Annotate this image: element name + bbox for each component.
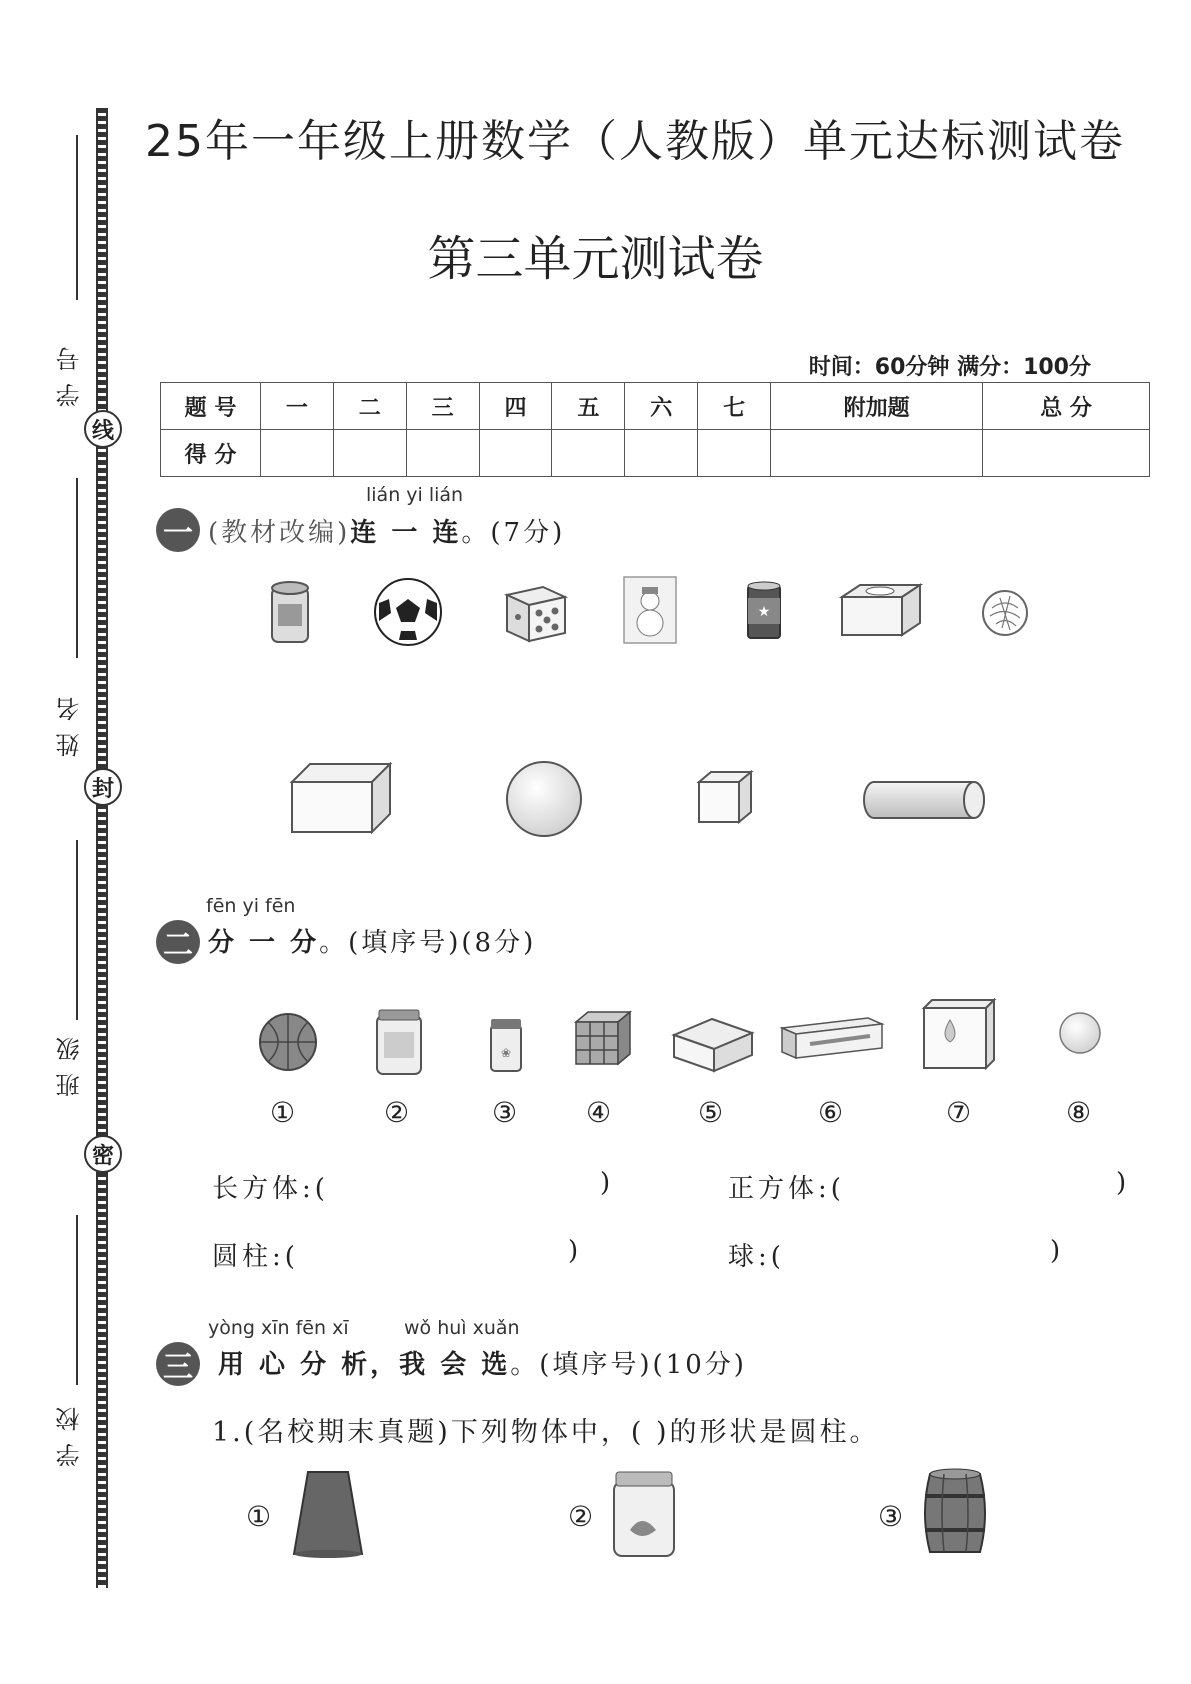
section1-icon: 一 bbox=[156, 508, 200, 552]
jar-icon bbox=[374, 1006, 424, 1078]
page-subtitle: 第三单元测试卷 bbox=[427, 231, 764, 287]
section3-title-main: 用 心 分 析，我 会 选 bbox=[218, 1350, 511, 1380]
rule-class bbox=[76, 840, 78, 1020]
soccer-ball-icon bbox=[373, 577, 443, 647]
item-number: ⑤ bbox=[698, 1096, 724, 1129]
score-header-row bbox=[161, 383, 1150, 430]
section1-title-main: 连 一 连 bbox=[350, 518, 462, 548]
option-number: ② bbox=[568, 1500, 594, 1533]
cylinder-icon bbox=[862, 780, 988, 820]
score-label-cell: 得 分 bbox=[161, 430, 261, 477]
blank-close: ) bbox=[568, 1236, 583, 1266]
score-header-cell: 七 bbox=[698, 383, 771, 430]
option-number: ① bbox=[246, 1500, 272, 1533]
score-value-row bbox=[161, 430, 1150, 477]
score-cell[interactable] bbox=[479, 430, 552, 477]
cuboid-answer-input[interactable] bbox=[340, 1168, 590, 1202]
sphere-answer-input[interactable] bbox=[800, 1236, 1040, 1270]
rule-name bbox=[76, 478, 78, 658]
option-number: ③ bbox=[878, 1500, 904, 1533]
basketball-icon bbox=[258, 1012, 318, 1072]
ball-icon bbox=[980, 588, 1030, 638]
section3-pinyin-2: wǒ huì xuǎn bbox=[404, 1317, 520, 1339]
pearl-ball-icon bbox=[1058, 1011, 1102, 1055]
item-number: ⑥ bbox=[818, 1096, 844, 1129]
label-school: 学校 bbox=[56, 1395, 84, 1467]
blank-close: ) bbox=[600, 1168, 615, 1198]
score-table bbox=[160, 382, 1150, 477]
rule-school bbox=[76, 1215, 78, 1385]
score-header-cell: 题 号 bbox=[161, 383, 261, 430]
section2-title-main: 分 一 分 bbox=[208, 928, 320, 958]
score-header-cell: 三 bbox=[406, 383, 479, 430]
score-cell[interactable] bbox=[771, 430, 983, 477]
section2-title bbox=[208, 922, 536, 959]
item-number: ④ bbox=[586, 1096, 612, 1129]
item-number: ① bbox=[270, 1096, 296, 1129]
section2-title-suffix: 。(填序号)(8分) bbox=[319, 928, 537, 958]
cube-blank-label: 正方体:( bbox=[728, 1174, 845, 1204]
sphere-blank-label: 球:( bbox=[728, 1242, 785, 1272]
label-class: 班级 bbox=[56, 1025, 84, 1097]
item-number: ③ bbox=[492, 1096, 518, 1129]
dice-icon bbox=[503, 579, 569, 643]
score-header-cell: 总 分 bbox=[983, 383, 1150, 430]
score-header-cell: 一 bbox=[261, 383, 334, 430]
label-student-no: 学号 bbox=[56, 335, 84, 407]
cylinder-answer-input[interactable] bbox=[310, 1236, 560, 1270]
section1-title bbox=[208, 512, 565, 549]
section2-icon: 二 bbox=[156, 920, 200, 964]
snowman-card-icon bbox=[622, 575, 678, 645]
svg-text:❀: ❀ bbox=[500, 1046, 512, 1060]
section1-title-suffix: 。(7分) bbox=[461, 518, 566, 548]
blank-close: ) bbox=[1050, 1236, 1065, 1266]
score-header-cell: 六 bbox=[625, 383, 698, 430]
score-cell[interactable] bbox=[333, 430, 406, 477]
score-cell[interactable] bbox=[261, 430, 334, 477]
section3-title-suffix: 。(填序号)(10分) bbox=[510, 1350, 747, 1380]
rubik-cube-icon bbox=[574, 1010, 632, 1068]
seal-feng: 封 bbox=[84, 768, 122, 806]
score-cell[interactable] bbox=[406, 430, 479, 477]
shoe-box-icon bbox=[672, 1015, 754, 1073]
tissue-box-icon bbox=[840, 583, 922, 637]
cuboid-icon bbox=[290, 762, 392, 834]
svg-text:★: ★ bbox=[757, 604, 771, 620]
score-header-cell: 四 bbox=[479, 383, 552, 430]
score-header-cell: 附加题 bbox=[771, 383, 983, 430]
cylinder-blank-label: 圆柱:( bbox=[212, 1242, 299, 1272]
score-cell[interactable] bbox=[698, 430, 771, 477]
sphere-icon bbox=[505, 760, 583, 838]
section1-title-prefix: (教材改编) bbox=[208, 518, 351, 548]
barrel-icon bbox=[922, 1468, 988, 1558]
can-icon bbox=[745, 580, 783, 642]
page-title: 25年一年级上册数学（人教版）单元达标测试卷 bbox=[145, 116, 1125, 167]
time-info: 时间：60分钟 满分：100分 bbox=[808, 355, 1091, 380]
section1-pinyin: lián yi lián bbox=[366, 484, 464, 506]
score-header-cell: 二 bbox=[333, 383, 406, 430]
section3-pinyin-1: yòng xīn fēn xī bbox=[208, 1317, 349, 1339]
seal-mi: 密 bbox=[84, 1135, 122, 1173]
milk-box-icon bbox=[922, 998, 996, 1070]
small-bottle-icon bbox=[488, 1015, 524, 1075]
cuboid-blank-label: 长方体:( bbox=[212, 1174, 329, 1204]
item-number: ⑧ bbox=[1066, 1096, 1092, 1129]
toothpaste-box-icon bbox=[780, 1014, 884, 1060]
paper-cup-icon bbox=[292, 1470, 364, 1558]
cup-icon bbox=[268, 578, 312, 646]
label-name: 姓名 bbox=[56, 685, 84, 757]
cube-icon bbox=[697, 770, 753, 824]
binding-line bbox=[96, 108, 108, 1588]
section3-icon: 三 bbox=[156, 1342, 200, 1386]
section3-title bbox=[218, 1344, 747, 1381]
question-1: 1.(名校期末真题)下列物体中，( )的形状是圆柱。 bbox=[212, 1417, 880, 1448]
score-cell[interactable] bbox=[625, 430, 698, 477]
glass-jar-icon bbox=[612, 1468, 676, 1558]
blank-close: ) bbox=[1116, 1168, 1131, 1198]
cube-answer-input[interactable] bbox=[856, 1168, 1106, 1202]
seal-xian: 线 bbox=[84, 410, 122, 448]
score-cell[interactable] bbox=[983, 430, 1150, 477]
score-header-cell: 五 bbox=[552, 383, 625, 430]
score-cell[interactable] bbox=[552, 430, 625, 477]
item-number: ② bbox=[384, 1096, 410, 1129]
item-number: ⑦ bbox=[946, 1096, 972, 1129]
section2-pinyin: fēn yi fēn bbox=[206, 895, 296, 917]
